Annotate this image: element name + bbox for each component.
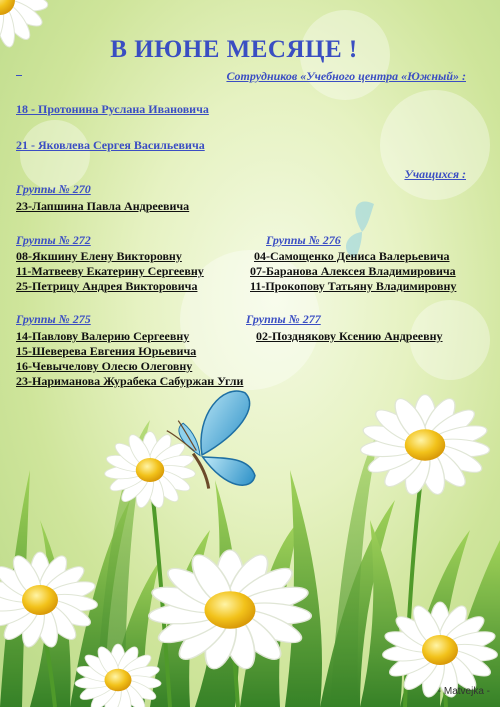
- daisy-flower: [0, 552, 98, 649]
- daisy-flower: [359, 395, 490, 496]
- student-entry: 11-Матвееву Екатерину Сергеевну: [16, 264, 204, 278]
- group-label: Группы № 275: [16, 312, 91, 326]
- student-entry: 11-Прокопову Татьяну Владимировну: [250, 279, 457, 293]
- student-entry: 02-Позднякову Ксению Андреевну: [256, 329, 443, 343]
- group-label: Группы № 272: [16, 233, 91, 247]
- student-entry: 23-Нариманова Журабека Сабуржан Угли: [16, 374, 244, 388]
- group-label: Группы № 270: [16, 182, 91, 196]
- student-entry: 14-Павлову Валерию Сергеевну: [16, 329, 190, 343]
- group-label: Группы № 276: [266, 233, 341, 247]
- students-heading: Учащихся :: [404, 167, 466, 181]
- group-label: Группы № 277: [246, 312, 321, 326]
- student-entry: 04-Самощенко Дениса Валерьевича: [254, 249, 450, 263]
- student-entry: 23-Лапшина Павла Андреевича: [16, 199, 190, 213]
- staff-entry: 21 - Яковлева Сергея Васильевича: [16, 138, 205, 152]
- decorative-underline: [16, 75, 22, 76]
- staff-entry: 18 - Протонина Руслана Ивановича: [16, 102, 209, 116]
- student-entry: 08-Якшину Елену Викторовну: [16, 249, 182, 263]
- student-entry: 25-Петрицу Андрея Викторовича: [16, 279, 198, 293]
- student-entry: 07-Баранова Алексея Владимировича: [250, 264, 456, 278]
- author-credit: - Matvejka -: [437, 686, 490, 697]
- daisy-flower: [104, 432, 196, 509]
- student-entry: 16-Чевычелову Олесю Олеговну: [16, 359, 193, 373]
- page-title: В ИЮНЕ МЕСЯЦЕ !: [110, 36, 358, 63]
- staff-heading: Сотрудников «Учебного центра «Южный» :: [226, 69, 466, 83]
- student-entry: 15-Шеверева Евгения Юрьевича: [16, 344, 197, 358]
